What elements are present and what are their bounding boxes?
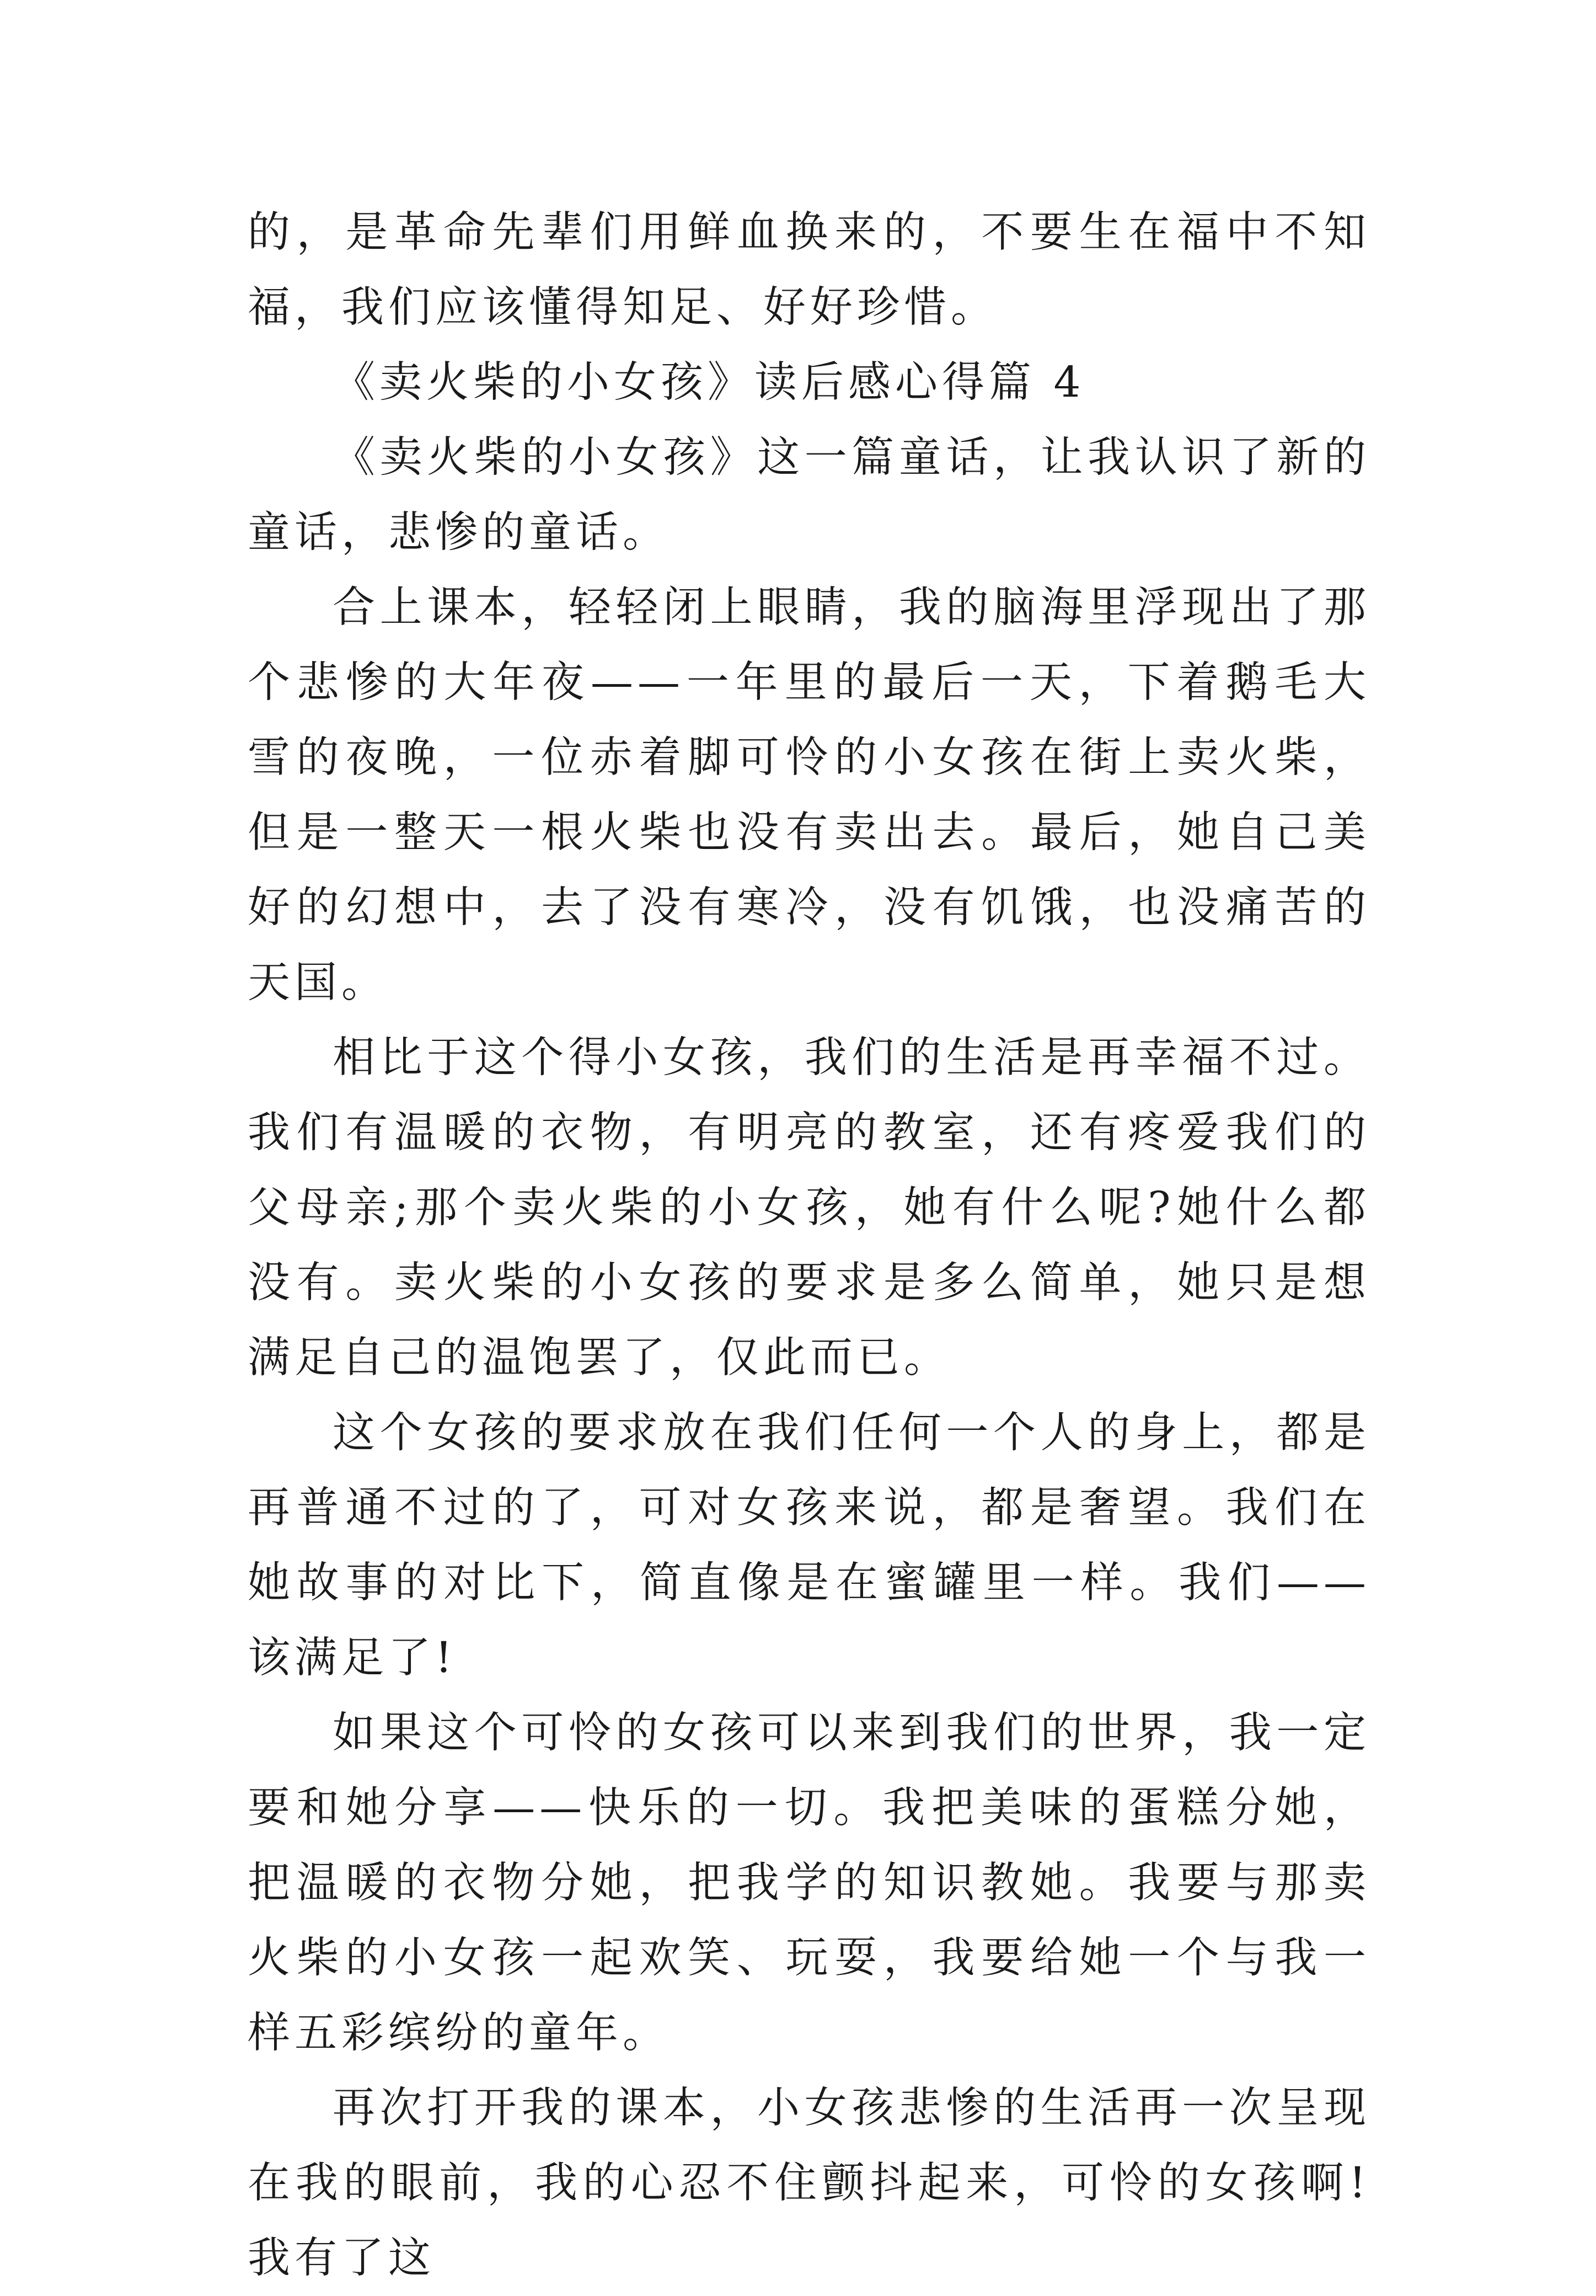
paragraph-4: 相比于这个得小女孩，我们的生活是再幸福不过。我们有温暖的衣物，有明亮的教室，还有疼爱我们的父母亲;那个卖火柴的小女孩，她有什么呢?她什么都没有。卖火柴的小女孩的要求是多么简单，她只是想满足自己的温饱罢了，仅此而已。 bbox=[248, 1033, 1370, 1382]
paragraph-5: 这个女孩的要求放在我们任何一个人的身上，都是再普通不过的了，可对女孩来说，都是奢望。我们在她故事的对比下，简直像是在蜜罐里一样。我们——该满足了! bbox=[248, 1408, 1370, 1683]
paragraph-3: 合上课本，轻轻闭上眼睛，我的脑海里浮现出了那个悲惨的大年夜——一年里的最后一天，下着鹅毛大雪的夜晚，一位赤着脚可怜的小女孩在街上卖火柴，但是一整天一根火柴也没有卖出去。最后，她自己美好的幻想中，去了没有寒冷，没有饥饿，也没痛苦的天国。 bbox=[248, 583, 1370, 1007]
paragraph-7: 再次打开我的课本，小女孩悲惨的生活再一次呈现在我的眼前，我的心忍不住颤抖起来，可怜的女孩啊!我有了这 bbox=[248, 2084, 1370, 2283]
section-heading: 《卖火柴的小女孩》读后感心得篇 4 bbox=[333, 358, 1085, 407]
paragraph-6: 如果这个可怜的女孩可以来到我们的世界，我一定要和她分享——快乐的一切。我把美味的蛋糕分她，把温暖的衣物分她，把我学的知识教她。我要与那卖火柴的小女孩一起欢笑、玩耍，我要给她一个与我一样五彩缤纷的童年。 bbox=[248, 1708, 1370, 2058]
paragraph-1: 的，是革命先辈们用鲜血换来的，不要生在福中不知福，我们应该懂得知足、好好珍惜。 bbox=[248, 208, 1370, 332]
paragraph-2: 《卖火柴的小女孩》这一篇童话，让我认识了新的童话，悲惨的童话。 bbox=[248, 433, 1370, 557]
body-text bbox=[248, 195, 1370, 2296]
